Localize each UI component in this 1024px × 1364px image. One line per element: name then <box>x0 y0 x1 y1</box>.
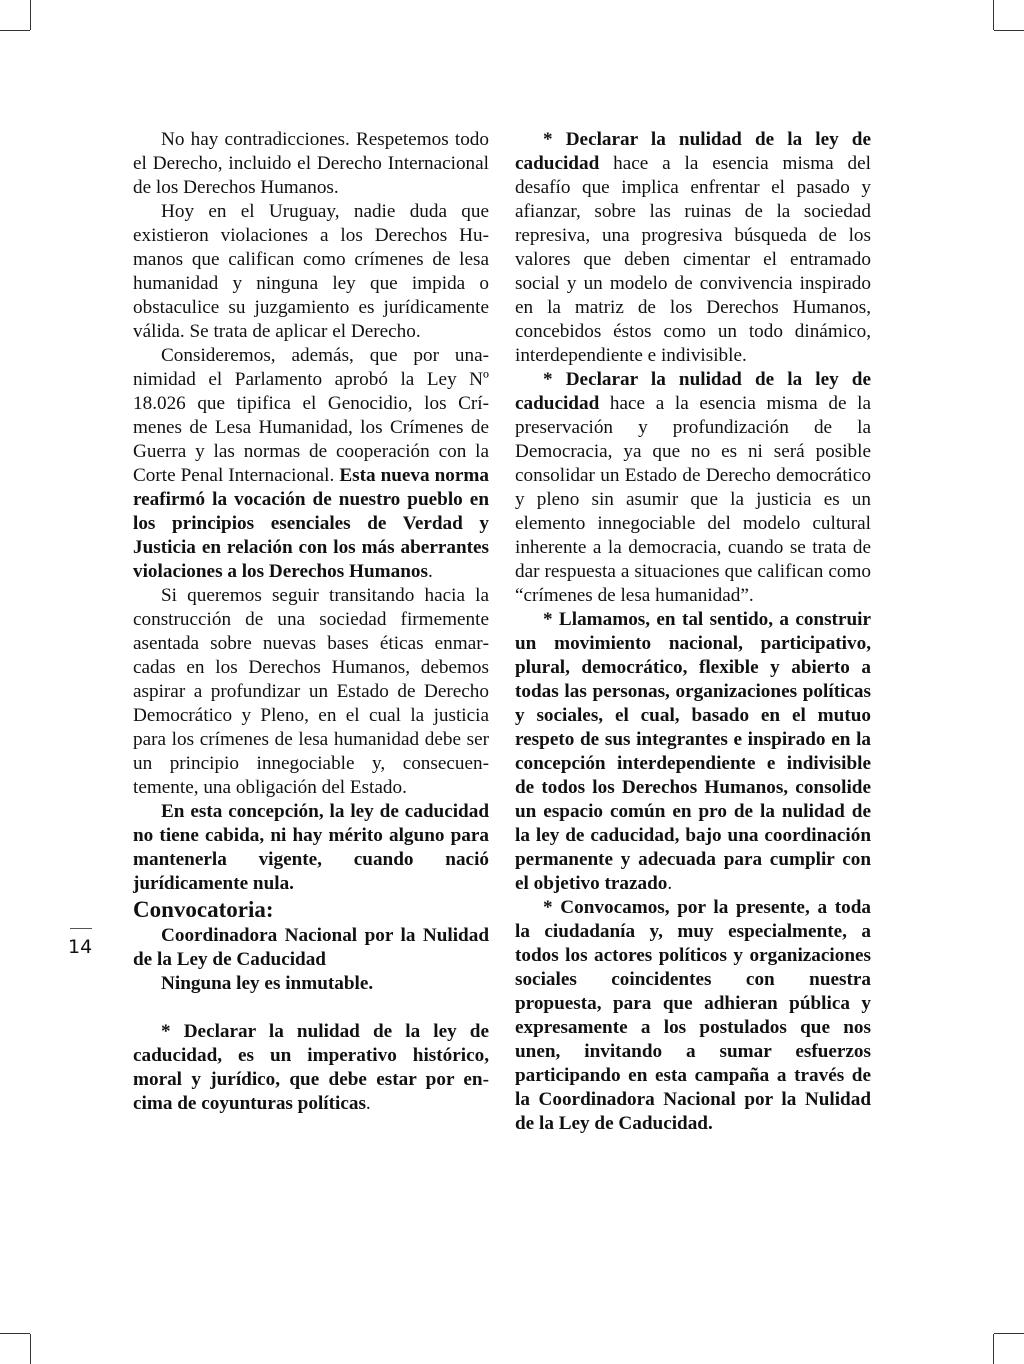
motto-text: Ninguna ley es inmutable. <box>161 973 374 994</box>
paragraph <box>515 368 871 608</box>
paragraph-bold-text: * Llamamos, en tal sentido, a construir un movimiento nacional, participativo, plural, democrático, flexible y abierto a todas las personas, organizaciones políticas y sociales, el cual, basado en el mutuo respeto de sus integrantes e inspirado en la concepción interdependiente e indivisible de todos los Derechos Humanos, consolide un espacio común en pro de la nulidad de la ley de caducidad, bajo una coordinación permanente y adecuada para cumplir con el objetivo trazado <box>515 609 871 894</box>
crop-mark-bottom-right-h <box>994 1333 1024 1334</box>
crop-mark-bottom-left-v <box>30 1334 31 1364</box>
paragraph-end: . <box>667 873 673 894</box>
paragraph <box>133 800 489 896</box>
right-column <box>515 128 871 1136</box>
crop-mark-top-left-v <box>30 0 31 30</box>
paragraph-bold-text: Esta nueva norma reafirmó la vocación de nuestro pueblo en los principios esenciales de Verdad y Justicia en relación con los más aberrantes violaciones a los Derechos Humanos <box>133 465 489 582</box>
coordinadora-line <box>133 924 489 972</box>
paragraph-text: Consideremos, además, que por unanimidad el Parlamento aprobó la Ley Nº 18.026 que tipifica el Genocidio, los Crímenes de Lesa Humanidad, los Crímenes de Guerra y las normas de cooperación con la Corte Penal Internacional. <box>133 345 489 486</box>
motto-line <box>133 972 489 996</box>
crop-mark-bottom-right-v <box>993 1334 994 1364</box>
paragraph-text: hace a la esencia misma del desafío que implica enfrentar el pasado y afianzar, sobre las ruinas de la sociedad represiva, una progresiva búsqueda de los valores que deben cimentar el entramado social y un modelo de convivencia inspirado en la matriz de los Derechos Humanos, concebidos éstos como un todo dinámico, interdependiente e indivisible. <box>515 153 871 366</box>
paragraph-bold-text: * Declarar la nulidad de la ley de caducidad <box>515 369 871 414</box>
crop-mark-top-right-h <box>994 30 1024 31</box>
paragraph-bold-text: * Convocamos, por la presente, a toda la ciudadanía y, muy especialmente, a todos los actores políticos y organizaciones sociales coincidentes con nuestra propuesta, para que adhieran pública y expresamente a los postulados que nos unen, invitando a sumar esfuerzos participando en esta campaña a través de la Coordinadora Nacional por la Nulidad de la Ley de Caducidad. <box>515 897 871 1134</box>
page-number-rule <box>70 928 92 929</box>
paragraph-bold-text: En esta concepción, la ley de caducidad no tiene cabida, ni hay mérito alguno para mantenerla vigente, cuando nació jurídicamente nula. <box>133 801 489 894</box>
paragraph-end: . <box>365 1093 371 1114</box>
paragraph: No hay contradicciones. Respetemos todo el Derecho, incluido el Derecho Internacional de los Derechos Humanos. <box>133 129 489 198</box>
spacer <box>133 996 489 1020</box>
left-column <box>133 128 489 1116</box>
paragraph: Hoy en el Uruguay, nadie duda que existieron violaciones a los Derechos Humanos que califican como crímenes de lesa humanidad y ninguna ley que impida o obstaculice su juzgamiento es jurídicamente válida. Se trata de aplicar el Derecho. <box>133 201 489 342</box>
coordinadora-text: Coordinadora Nacional por la Nulidad de la Ley de Caducidad <box>133 925 489 970</box>
paragraph <box>515 128 871 368</box>
paragraph <box>133 344 489 584</box>
paragraph-text: hace a la esencia misma de la preservación y profundización de la Democracia, ya que no es ni será posible consolidar un Estado de Derecho democrático y pleno sin asumir que la justicia es un elemento innegociable del modelo cultural inherente a la democracia, cuando se trata de dar respuesta a situaciones que califican como “crímenes de lesa humanidad”. <box>515 393 871 606</box>
paragraph <box>515 896 871 1136</box>
paragraph-bold-text: * Declarar la nulidad de la ley de caducidad, es un imperativo histórico, moral y jurídico, que debe estar por encima de coyunturas políticas <box>133 1021 489 1114</box>
section-heading: Convocatoria: <box>133 897 274 922</box>
paragraph <box>515 608 871 896</box>
page-number: 14 <box>68 936 93 958</box>
paragraph <box>133 1020 489 1116</box>
paragraph: Si queremos seguir transitando hacia la construcción de una sociedad firmemente asentada sobre nuevas bases éticas enmarcadas en los Derechos Humanos, debemos aspirar a profundizar un Estado de Derecho Democrático y Pleno, en el cual la justicia para los crímenes de lesa humanidad debe ser un principio innegociable y, consecuentemente, una obligación del Estado. <box>133 585 489 798</box>
crop-mark-top-right-v <box>993 0 994 30</box>
paragraph-end: . <box>427 561 433 582</box>
crop-mark-top-left-h <box>0 30 30 31</box>
crop-mark-bottom-left-h <box>0 1333 30 1334</box>
paragraph-bold-text: * Declarar la nulidad de la ley de caducidad <box>515 129 871 174</box>
